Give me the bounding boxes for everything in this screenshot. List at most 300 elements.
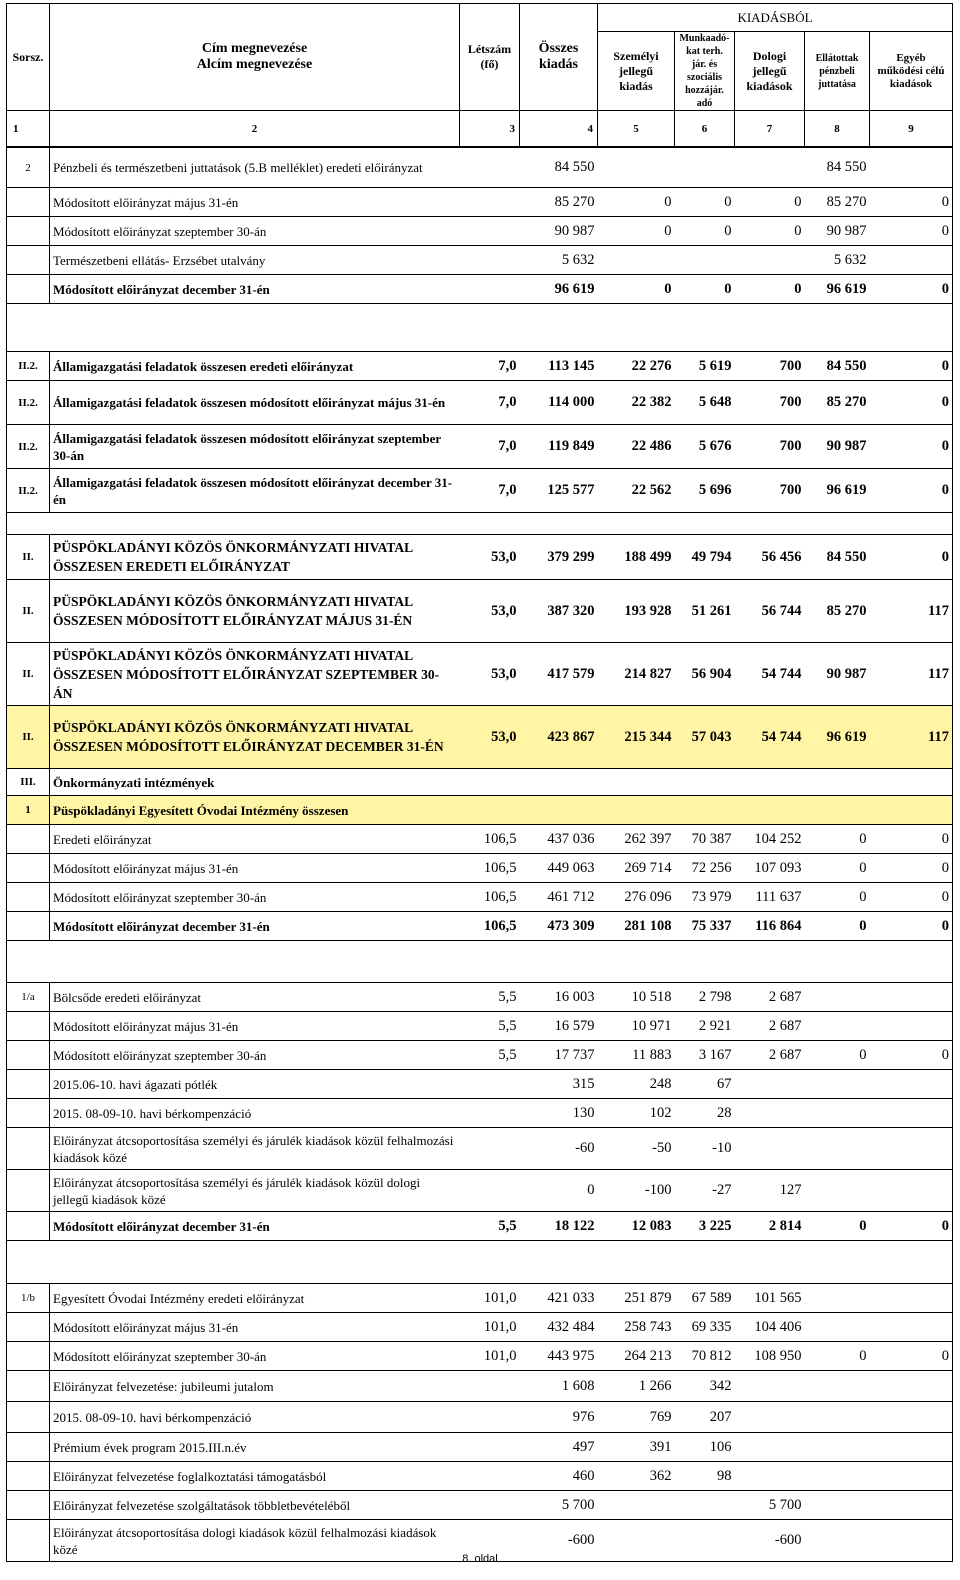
szemelyi-value: -50 [598,1128,675,1170]
ellatottak-value [805,1402,870,1433]
ellatottak-value [805,1371,870,1402]
row-title: 2015.06-10. havi ágazati pótlék [50,1070,460,1099]
table-row [7,1284,953,1313]
dologi-value: 700 [735,381,805,425]
dologi-value: 116 864 [735,912,805,941]
szemelyi-value [598,796,675,825]
munkaado-value: 67 589 [675,1284,735,1313]
dologi-value [735,1371,805,1402]
szemelyi-value: 262 397 [598,825,675,854]
letszam-value: 5,5 [460,983,520,1012]
osszes-kiadas-value: 18 122 [520,1212,598,1241]
ellatottak-value: 85 270 [805,381,870,425]
row-title: Módosított előirányzat május 31-én [50,1313,460,1342]
empty-cell [460,304,520,352]
row-title: Előirányzat felvezetése: jubileumi jutalom [50,1371,460,1402]
osszes-kiadas-value: 114 000 [520,381,598,425]
letszam-value: 7,0 [460,381,520,425]
table-row [7,1170,953,1212]
table-row [7,1342,953,1371]
szemelyi-value: 102 [598,1099,675,1128]
letszam-value [460,1462,520,1491]
budget-sheet [6,3,952,1562]
letszam-value [460,188,520,217]
munkaado-value: 72 256 [675,854,735,883]
ellatottak-value [805,1491,870,1520]
letszam-value: 106,5 [460,854,520,883]
table-row [7,148,953,188]
ellatottak-value: 5 632 [805,246,870,275]
munkaado-value: 3 167 [675,1041,735,1070]
szemelyi-value: 22 486 [598,425,675,469]
osszes-kiadas-value: 130 [520,1099,598,1128]
egyeb-value [870,1491,953,1520]
egyeb-value: 0 [870,381,953,425]
munkaado-value [675,769,735,796]
empty-cell [520,1241,598,1284]
letszam-value [460,246,520,275]
row-title: Pénzbeli és természetbeni juttatások (5.B melléklet) eredeti előirányzat [50,148,460,188]
empty-cell [598,941,675,983]
table-row [7,643,953,706]
colnum-4: 4 [520,111,598,147]
row-number [7,1041,50,1070]
egyeb-value [870,983,953,1012]
header-sorsz: Sorsz. [7,4,50,111]
dologi-value [735,796,805,825]
munkaado-value [675,1491,735,1520]
osszes-kiadas-value: 976 [520,1402,598,1433]
data-table [6,147,953,1562]
egyeb-value [870,769,953,796]
osszes-kiadas-value: 417 579 [520,643,598,706]
row-title: Előirányzat átcsoportosítása személyi és járulék kiadások közül felhalmozási kiadások közé [50,1128,460,1170]
ellatottak-value: 90 987 [805,425,870,469]
row-number [7,825,50,854]
colnum-7: 7 [735,111,805,147]
osszes-kiadas-value: 17 737 [520,1041,598,1070]
munkaado-value: 207 [675,1402,735,1433]
szemelyi-value: 391 [598,1433,675,1462]
egyeb-value: 0 [870,1041,953,1070]
letszam-value [460,769,520,796]
header-osszes-label: Összes [538,41,579,56]
row-number: II.2. [7,352,50,381]
munkaado-value: 57 043 [675,706,735,769]
ellatottak-value: 90 987 [805,217,870,246]
munkaado-value: 28 [675,1099,735,1128]
colnum-6: 6 [675,111,735,147]
table-row [7,1212,953,1241]
row-title: Módosított előirányzat szeptember 30-án [50,1041,460,1070]
row-title: Államigazgatási feladatok összesen eredeti előirányzat [50,352,460,381]
letszam-value: 101,0 [460,1313,520,1342]
egyeb-value [870,1012,953,1041]
row-number [7,275,50,304]
egyeb-value: 0 [870,352,953,381]
ellatottak-value [805,1170,870,1212]
dologi-value: 104 406 [735,1313,805,1342]
letszam-value [460,1433,520,1462]
row-number [7,1012,50,1041]
letszam-value: 53,0 [460,706,520,769]
dologi-value: 56 744 [735,580,805,643]
dologi-value: 0 [735,188,805,217]
empty-cell [870,941,953,983]
header-cim-line: Cím megnevezése [201,41,308,56]
szemelyi-value [598,769,675,796]
row-title: Önkormányzati intézmények [50,769,460,796]
osszes-kiadas-value: 379 299 [520,535,598,580]
letszam-value [460,796,520,825]
munkaado-value: 49 794 [675,535,735,580]
szemelyi-value: 264 213 [598,1342,675,1371]
row-title: Előirányzat átcsoportosítása dologi kiadások közül felhalmozási kiadások közé [50,1520,460,1562]
ellatottak-value [805,1128,870,1170]
egyeb-value [870,1433,953,1462]
row-title: Módosított előirányzat december 31-én [50,912,460,941]
ellatottak-value: 90 987 [805,643,870,706]
dologi-value [735,1433,805,1462]
ellatottak-value [805,1313,870,1342]
munkaado-value: 2 798 [675,983,735,1012]
dologi-value: 2 687 [735,1041,805,1070]
szemelyi-value: 276 096 [598,883,675,912]
letszam-value: 5,5 [460,1041,520,1070]
egyeb-value: 0 [870,425,953,469]
osszes-kiadas-value: 5 632 [520,246,598,275]
colnum-9: 9 [870,111,953,147]
empty-cell [50,513,460,535]
empty-cell [870,513,953,535]
szemelyi-value: 251 879 [598,1284,675,1313]
colnum-8: 8 [805,111,870,147]
row-title: Államigazgatási feladatok összesen módosított előirányzat szeptember 30-án [50,425,460,469]
osszes-kiadas-value: -60 [520,1128,598,1170]
empty-cell [598,304,675,352]
osszes-kiadas-value: 84 550 [520,148,598,188]
colnum-5: 5 [598,111,675,147]
row-title: Bölcsőde eredeti előirányzat [50,983,460,1012]
egyeb-value [870,1284,953,1313]
szemelyi-value: 22 562 [598,469,675,513]
szemelyi-value: 215 344 [598,706,675,769]
row-number [7,1402,50,1433]
osszes-kiadas-value: 1 608 [520,1371,598,1402]
letszam-value: 5,5 [460,1212,520,1241]
dologi-value: 700 [735,425,805,469]
osszes-kiadas-value: 497 [520,1433,598,1462]
row-title: Módosított előirányzat szeptember 30-án [50,883,460,912]
dologi-value [735,1070,805,1099]
dologi-value: 127 [735,1170,805,1212]
empty-cell [460,513,520,535]
empty-cell [805,941,870,983]
table-row [7,854,953,883]
dologi-value [735,769,805,796]
empty-cell [870,304,953,352]
osszes-kiadas-value: 473 309 [520,912,598,941]
ellatottak-value [805,1284,870,1313]
munkaado-value: 5 696 [675,469,735,513]
osszes-kiadas-value: 5 700 [520,1491,598,1520]
row-title: Államigazgatási feladatok összesen módosított előirányzat december 31-én [50,469,460,513]
table-row [7,1402,953,1433]
munkaado-value: 70 812 [675,1342,735,1371]
osszes-kiadas-value [520,796,598,825]
munkaado-value [675,246,735,275]
munkaado-value: 5 648 [675,381,735,425]
dologi-value: 54 744 [735,706,805,769]
empty-cell [805,304,870,352]
letszam-value: 106,5 [460,912,520,941]
ellatottak-value: 84 550 [805,352,870,381]
letszam-value [460,217,520,246]
table-row [7,217,953,246]
letszam-value: 53,0 [460,643,520,706]
letszam-value: 101,0 [460,1342,520,1371]
empty-cell [460,1241,520,1284]
ellatottak-value: 0 [805,1342,870,1371]
letszam-value: 7,0 [460,425,520,469]
szemelyi-value: 188 499 [598,535,675,580]
dologi-value: 56 456 [735,535,805,580]
empty-cell [7,304,50,352]
table-row [7,825,953,854]
row-number [7,1099,50,1128]
row-number: 1 [7,796,50,825]
szemelyi-value: 0 [598,275,675,304]
munkaado-value: 67 [675,1070,735,1099]
ellatottak-value: 96 619 [805,469,870,513]
letszam-value [460,1491,520,1520]
egyeb-value: 0 [870,854,953,883]
egyeb-value: 0 [870,469,953,513]
table-row [7,275,953,304]
ellatottak-value [805,1099,870,1128]
letszam-value [460,1402,520,1433]
egyeb-value: 0 [870,275,953,304]
dologi-value [735,1462,805,1491]
colnum-2: 2 [50,111,460,147]
egyeb-value [870,246,953,275]
table-row [7,580,953,643]
osszes-kiadas-value: 460 [520,1462,598,1491]
empty-cell [50,1241,460,1284]
table-row [7,1313,953,1342]
table-row [7,1433,953,1462]
munkaado-value: 69 335 [675,1313,735,1342]
egyeb-value [870,1070,953,1099]
table-row [7,246,953,275]
egyeb-value [870,1402,953,1433]
egyeb-value: 117 [870,580,953,643]
munkaado-value: 5 676 [675,425,735,469]
ellatottak-value [805,769,870,796]
munkaado-value [675,148,735,188]
spacer-row [7,304,953,352]
szemelyi-value: 248 [598,1070,675,1099]
dologi-value [735,246,805,275]
szemelyi-value: 214 827 [598,643,675,706]
letszam-value [460,1128,520,1170]
munkaado-value: -27 [675,1170,735,1212]
dologi-value: 2 814 [735,1212,805,1241]
munkaado-value: 51 261 [675,580,735,643]
letszam-value [460,1170,520,1212]
egyeb-value [870,1371,953,1402]
empty-cell [598,513,675,535]
egyeb-value: 0 [870,883,953,912]
letszam-value [460,1371,520,1402]
osszes-kiadas-value: 16 003 [520,983,598,1012]
row-number [7,1342,50,1371]
row-number [7,854,50,883]
ellatottak-value: 85 270 [805,580,870,643]
osszes-kiadas-value [520,769,598,796]
header-kiadas-label: kiadás [539,57,578,72]
osszes-kiadas-value: 113 145 [520,352,598,381]
row-title: Módosított előirányzat szeptember 30-án [50,1342,460,1371]
ellatottak-value: 84 550 [805,535,870,580]
osszes-kiadas-value: 421 033 [520,1284,598,1313]
row-number [7,246,50,275]
letszam-value: 5,5 [460,1012,520,1041]
dologi-value: 108 950 [735,1342,805,1371]
empty-cell [805,1241,870,1284]
row-title: Előirányzat felvezetése foglalkoztatási támogatásból [50,1462,460,1491]
munkaado-value: 73 979 [675,883,735,912]
ellatottak-value: 0 [805,825,870,854]
row-number [7,1212,50,1241]
table-row [7,352,953,381]
munkaado-value: 5 619 [675,352,735,381]
row-number [7,217,50,246]
dologi-value: 0 [735,275,805,304]
empty-cell [675,1241,735,1284]
munkaado-value: 3 225 [675,1212,735,1241]
egyeb-value: 117 [870,706,953,769]
szemelyi-value [598,246,675,275]
table-row [7,469,953,513]
empty-cell [735,941,805,983]
dologi-value [735,148,805,188]
osszes-kiadas-value: 90 987 [520,217,598,246]
dologi-value: 54 744 [735,643,805,706]
table-row [7,1462,953,1491]
row-number [7,883,50,912]
page-number: 8. oldal [462,1553,498,1565]
table-row [7,188,953,217]
header-munkaado: Munkaadó-kat terh. jár. és szociális hozzájár. adó [675,32,735,111]
ellatottak-value [805,1070,870,1099]
osszes-kiadas-value: 119 849 [520,425,598,469]
dologi-value: -600 [735,1520,805,1562]
dologi-value: 700 [735,352,805,381]
osszes-kiadas-value: 125 577 [520,469,598,513]
row-number: II.2. [7,381,50,425]
row-number: II.2. [7,425,50,469]
empty-cell [805,513,870,535]
row-title: PÜSPÖKLADÁNYI KÖZÖS ÖNKORMÁNYZATI HIVATAL ÖSSZESEN MÓDOSÍTOTT ELŐIRÁNYZAT SZEPTEMBER 30-ÁN [50,643,460,706]
dologi-value [735,1128,805,1170]
dologi-value: 104 252 [735,825,805,854]
row-number: 2 [7,148,50,188]
table-row [7,535,953,580]
szemelyi-value: 1 266 [598,1371,675,1402]
szemelyi-value [598,148,675,188]
empty-cell [675,513,735,535]
row-title: PÜSPÖKLADÁNYI KÖZÖS ÖNKORMÁNYZATI HIVATAL ÖSSZESEN MÓDOSÍTOTT ELŐIRÁNYZAT MÁJUS 31-ÉN [50,580,460,643]
row-title: Természetbeni ellátás- Erzsébet utalvány [50,246,460,275]
ellatottak-value [805,1012,870,1041]
munkaado-value [675,796,735,825]
osszes-kiadas-value: 461 712 [520,883,598,912]
dologi-value: 2 687 [735,983,805,1012]
table-row [7,1012,953,1041]
empty-cell [7,941,50,983]
egyeb-value: 0 [870,217,953,246]
ellatottak-value: 0 [805,1041,870,1070]
szemelyi-value: 258 743 [598,1313,675,1342]
table-row [7,1041,953,1070]
egyeb-value [870,1099,953,1128]
egyeb-value: 117 [870,643,953,706]
spacer-row [7,1241,953,1284]
egyeb-value: 0 [870,912,953,941]
egyeb-value [870,1128,953,1170]
table-row [7,983,953,1012]
empty-cell [735,304,805,352]
row-title: Módosított előirányzat december 31-én [50,1212,460,1241]
szemelyi-value: 769 [598,1402,675,1433]
header-cim [50,4,460,111]
munkaado-value: 0 [675,217,735,246]
header-dologi: Dologi jellegű kiadások [735,32,805,111]
szemelyi-value: -100 [598,1170,675,1212]
osszes-kiadas-value: 96 619 [520,275,598,304]
table-row [7,1070,953,1099]
ellatottak-value: 0 [805,883,870,912]
egyeb-value: 0 [870,1342,953,1371]
table-row [7,1099,953,1128]
ellatottak-value [805,983,870,1012]
dologi-value [735,1099,805,1128]
szemelyi-value: 193 928 [598,580,675,643]
egyeb-value [870,1170,953,1212]
table-row [7,769,953,796]
row-number [7,188,50,217]
row-number [7,1170,50,1212]
empty-cell [598,1241,675,1284]
table-row [7,912,953,941]
ellatottak-value [805,1462,870,1491]
header-egyeb: Egyéb működési célú kiadások [870,32,953,111]
ellatottak-value: 84 550 [805,148,870,188]
row-number: 1/a [7,983,50,1012]
empty-cell [460,941,520,983]
row-title: 2015. 08-09-10. havi bérkompenzáció [50,1402,460,1433]
szemelyi-value: 0 [598,217,675,246]
row-title: Prémium évek program 2015.III.n.év [50,1433,460,1462]
row-number: II. [7,580,50,643]
munkaado-value: 56 904 [675,643,735,706]
munkaado-value: 0 [675,275,735,304]
empty-cell [7,1241,50,1284]
osszes-kiadas-value: 423 867 [520,706,598,769]
dologi-value: 0 [735,217,805,246]
dologi-value [735,1402,805,1433]
